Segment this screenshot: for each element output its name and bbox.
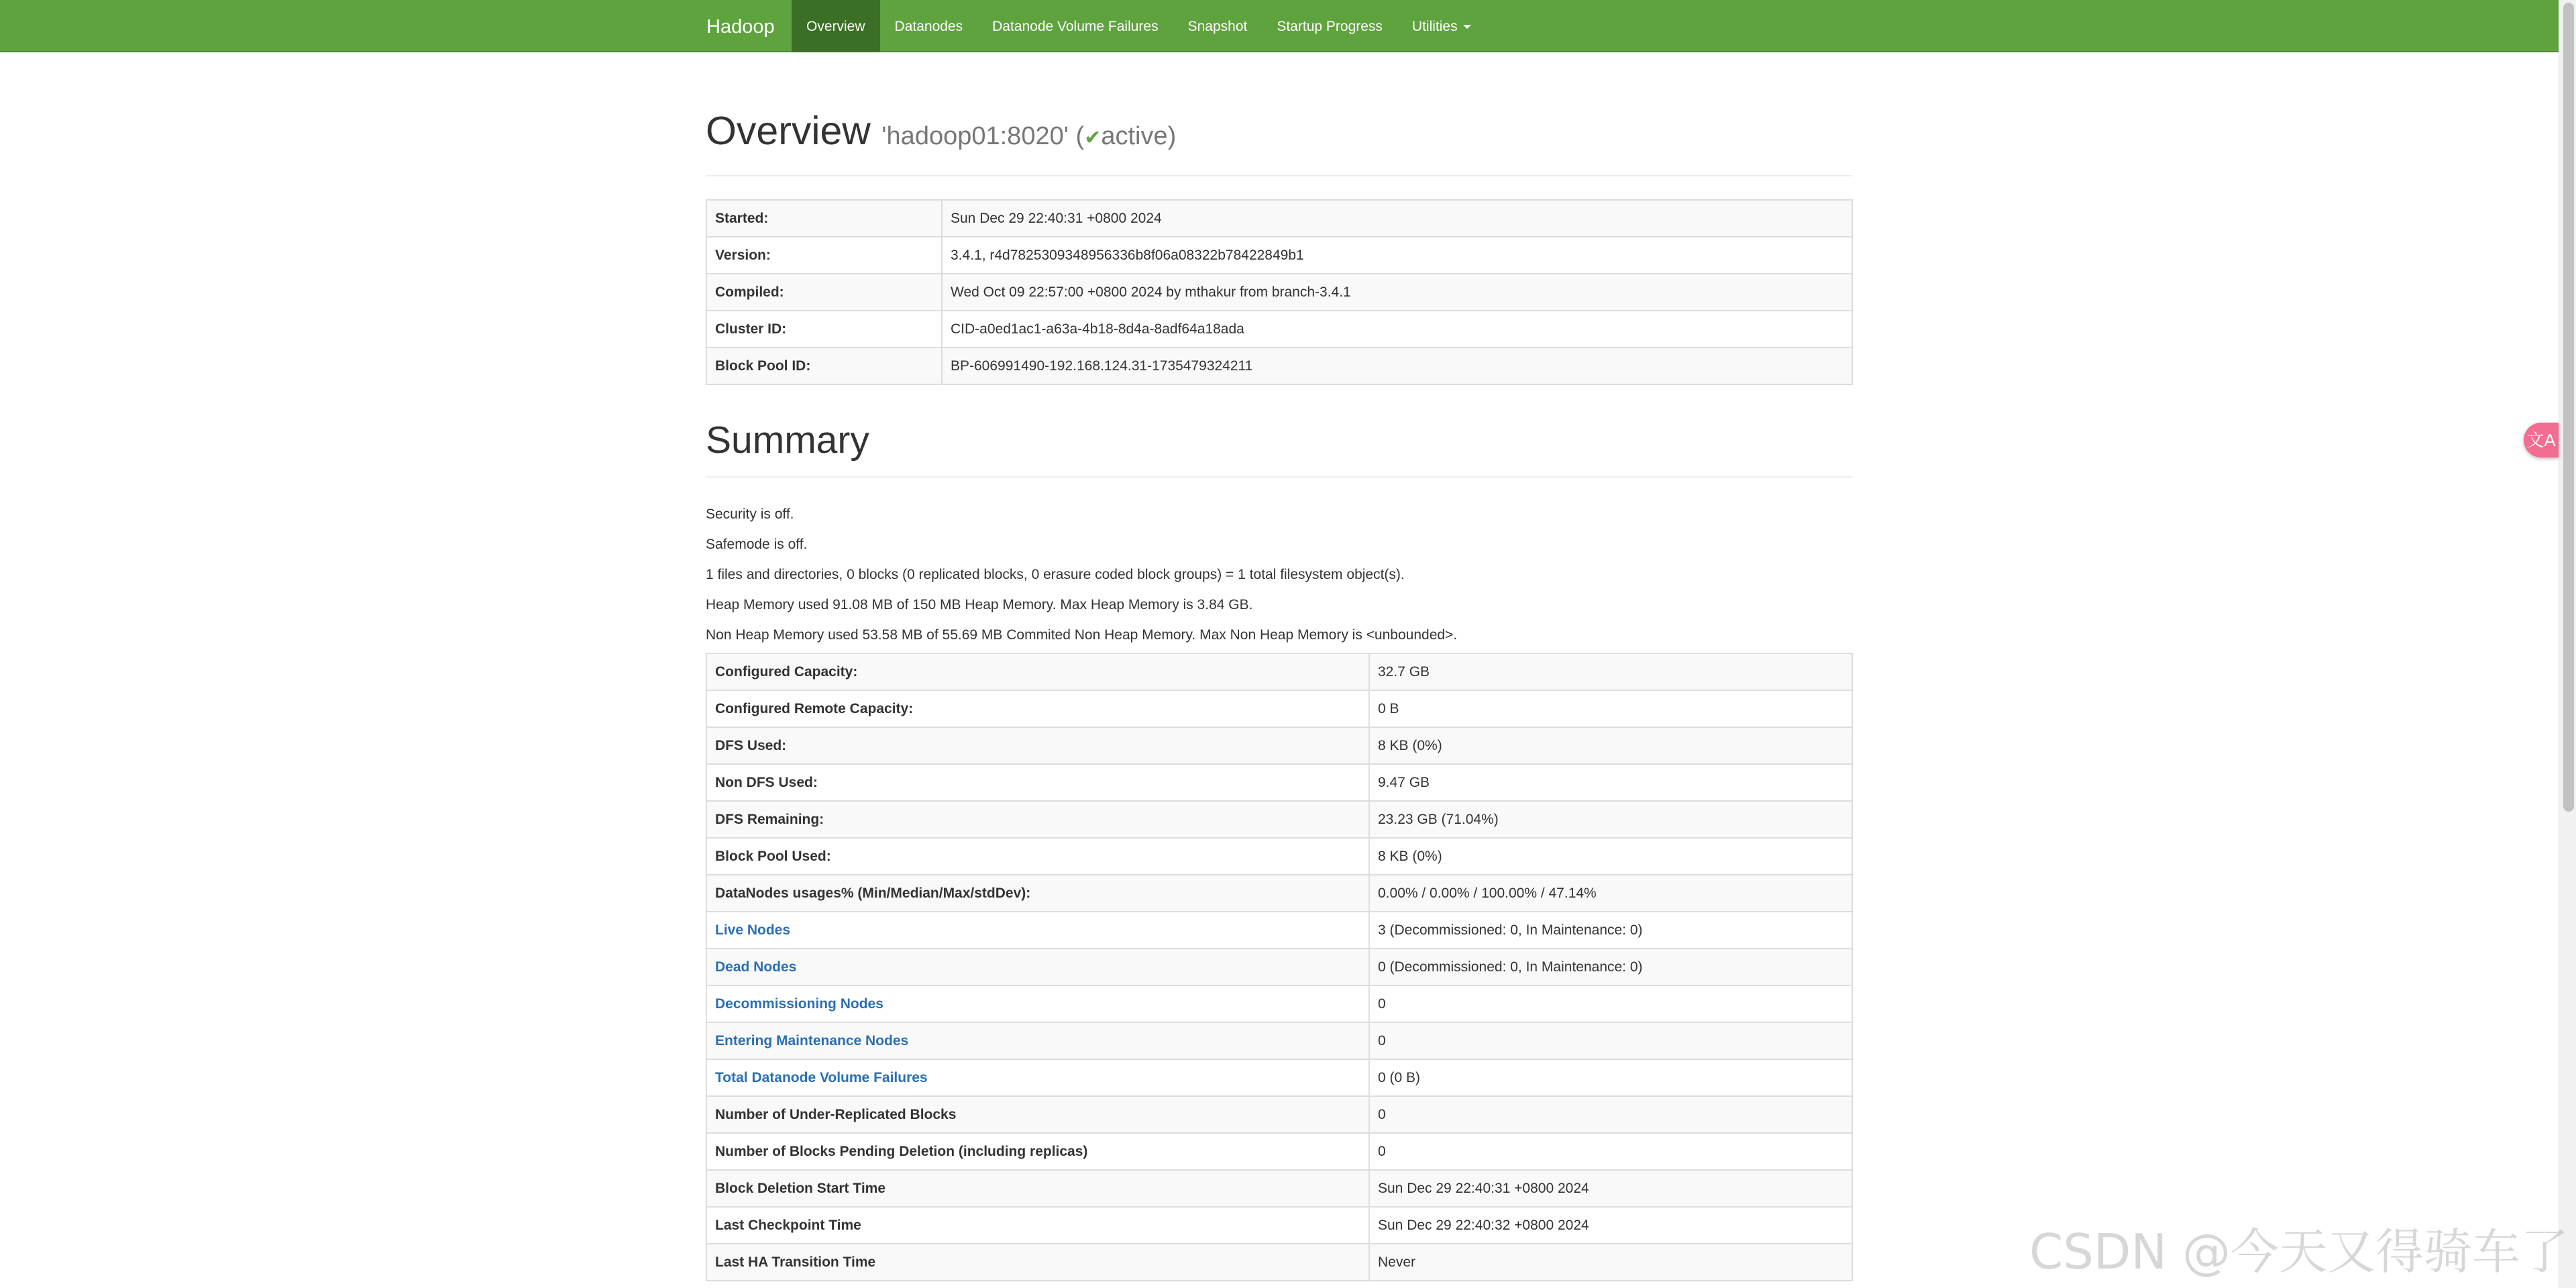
row-value: 0 B [1369,690,1852,727]
safemode-status: Safemode is off. [706,537,808,552]
table-row [706,801,1852,838]
row-value: BP-606991490-192.168.124.31-1735479324211 [942,347,1852,384]
table-row [706,1170,1852,1207]
table-row [706,1096,1852,1133]
nav-overview[interactable]: Overview [792,0,880,52]
nav-utilities-label: Utilities [1411,19,1458,34]
check-icon: ✔ [1084,127,1102,149]
decommissioning-nodes-link[interactable]: Decommissioning Nodes [715,996,883,1012]
vertical-scrollbar[interactable] [2559,0,2576,1288]
summary-table [706,653,1853,1281]
row-value: 3 (Decommissioned: 0, In Maintenance: 0) [1369,912,1852,949]
row-label: Last HA Transition Time [706,1244,1369,1281]
table-row [706,985,1852,1022]
entering-maintenance-nodes-link[interactable]: Entering Maintenance Nodes [715,1032,909,1049]
caret-down-icon [1463,25,1471,29]
row-label: Block Pool ID: [706,347,942,384]
nav-snapshot[interactable]: Snapshot [1187,19,1248,34]
overview-header [706,52,1853,176]
overview-table [706,199,1853,385]
row-value: Sun Dec 29 22:40:31 +0800 2024 [942,200,1852,237]
row-label-cell [706,985,1369,1022]
row-value: 0 [1369,1133,1852,1170]
translate-icon[interactable]: 文A [2524,423,2559,458]
table-row [706,1133,1852,1170]
brand-link[interactable]: Hadoop [706,16,775,38]
row-value: Wed Oct 09 22:57:00 +0800 2024 by mthakur from branch-3.4.1 [942,274,1852,311]
row-label: DFS Remaining: [706,801,1369,838]
table-row [706,764,1852,801]
table-row [706,949,1852,985]
row-label: Configured Capacity: [706,653,1369,690]
row-label: Block Pool Used: [706,838,1369,875]
table-row [706,653,1852,690]
row-label: Compiled: [706,274,942,311]
non-heap-memory: Non Heap Memory used 53.58 MB of 55.69 MB Commited Non Heap Memory. Max Non Heap Memory is <unbounded>. [706,627,1458,643]
namenode-address: 'hadoop01:8020' (✔active) [881,122,1177,150]
row-value: Sun Dec 29 22:40:31 +0800 2024 [1369,1170,1852,1207]
row-label: Number of Under-Replicated Blocks [706,1096,1369,1133]
total-datanode-volume-failures-link[interactable]: Total Datanode Volume Failures [715,1069,928,1085]
nav-datanode-volume-failures[interactable]: Datanode Volume Failures [992,19,1159,34]
row-value: 8 KB (0%) [1369,838,1852,875]
table-row [706,1059,1852,1096]
main-content [706,52,1853,1281]
filesystem-objects: 1 files and directories, 0 blocks (0 replicated blocks, 0 erasure coded block groups) = 1 total filesystem object(s). [706,567,1405,582]
row-label: DFS Used: [706,727,1369,764]
row-value: 0 (Decommissioned: 0, In Maintenance: 0) [1369,949,1852,985]
table-row [706,237,1852,274]
table-row [706,1022,1852,1059]
live-nodes-link[interactable]: Live Nodes [715,922,791,938]
row-value: Sun Dec 29 22:40:32 +0800 2024 [1369,1207,1852,1244]
table-row [706,1244,1852,1281]
row-value: 8 KB (0%) [1369,727,1852,764]
nav-tabs [792,0,1486,52]
row-value: 32.7 GB [1369,653,1852,690]
table-row [706,311,1852,347]
summary-title: Summary [706,419,869,462]
security-status: Security is off. [706,506,794,522]
row-value: 0 [1369,1096,1852,1133]
summary-lines [706,499,1853,650]
row-value: CID-a0ed1ac1-a63a-4b18-8d4a-8adf64a18ada [942,311,1852,347]
nav-datanodes[interactable]: Datanodes [894,19,963,34]
dead-nodes-link[interactable]: Dead Nodes [715,959,797,975]
row-value: 0.00% / 0.00% / 100.00% / 47.14% [1369,875,1852,912]
page-title [706,110,1853,159]
row-label-cell [706,1022,1369,1059]
row-label-cell [706,949,1369,985]
row-label: Non DFS Used: [706,764,1369,801]
watermark: CSDN @今天又得骑车了 [2029,1224,2569,1280]
nav-startup-progress[interactable]: Startup Progress [1277,19,1383,34]
table-row [706,838,1852,875]
row-value: 9.47 GB [1369,764,1852,801]
nav-utilities-dropdown[interactable] [1397,0,1486,52]
row-value: 0 [1369,1022,1852,1059]
row-label-cell [706,1059,1369,1096]
row-label: Cluster ID: [706,311,942,347]
ha-state: active [1101,122,1168,150]
row-label: Block Deletion Start Time [706,1170,1369,1207]
row-label: Configured Remote Capacity: [706,690,1369,727]
row-value: 23.23 GB (71.04%) [1369,801,1852,838]
row-label: Version: [706,237,942,274]
row-label: Number of Blocks Pending Deletion (including replicas) [706,1133,1369,1170]
scrollbar-thumb[interactable] [2563,3,2574,812]
row-value: 3.4.1, r4d7825309348956336b8f06a08322b78422849b1 [942,237,1852,274]
table-row [706,274,1852,311]
summary-header [706,385,1853,478]
row-value: 0 [1369,985,1852,1022]
table-row [706,200,1852,237]
table-row [706,1207,1852,1244]
overview-title: Overview [706,109,871,153]
row-label: DataNodes usages% (Min/Median/Max/stdDev): [706,875,1369,912]
table-row [706,727,1852,764]
table-row [706,690,1852,727]
table-row [706,875,1852,912]
row-label: Last Checkpoint Time [706,1207,1369,1244]
host-text: 'hadoop01:8020' [881,122,1069,150]
heap-memory: Heap Memory used 91.08 MB of 150 MB Heap Memory. Max Heap Memory is 3.84 GB. [706,597,1253,612]
table-row [706,347,1852,384]
row-label-cell [706,912,1369,949]
row-value: 0 (0 B) [1369,1059,1852,1096]
row-value: Never [1369,1244,1852,1281]
top-navbar [0,0,2559,52]
row-label: Started: [706,200,942,237]
table-row [706,912,1852,949]
